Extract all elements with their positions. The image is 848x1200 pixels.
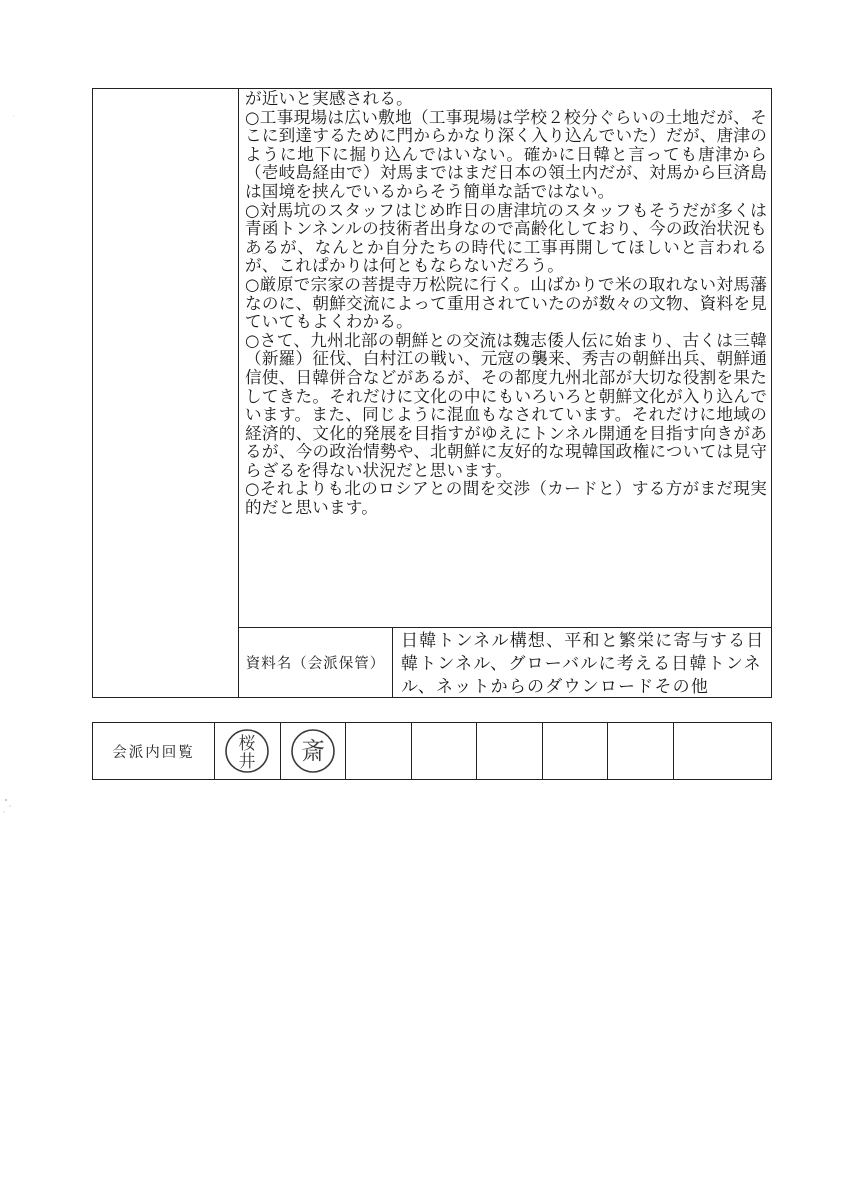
stamp-text: 井 (238, 752, 256, 772)
stamp-text: 桜 (238, 734, 256, 754)
report-left-column (93, 89, 239, 697)
report-paragraph: ○さて、九州北部の朝鮮との交流は魏志倭人伝に始まり、古くは三韓（新羅）征伐、白村江の戦い、元寇の襲来、秀吉の朝鮮出兵、朝鮮通信使、日韓併合などがあるが、その都度九州北部が大切な役割を果たしてきた。それだけに文化の中にもいろいろと朝鮮文化が入り込んでいます。また、同じように混血もなされています。それだけに地域の経済的、文化的発展を目指すがゆえにトンネル開通を目指す向きがあるが、今の政治情勢や、北朝鮮に友好的な現韓国政権については見守らざるを得ない状況だと思います。 (245, 330, 767, 480)
seal-stamp-icon (224, 728, 270, 774)
circulation-blank-cell (477, 723, 543, 779)
materials-value: 日韓トンネル構想、平和と繁栄に寄与する日韓トンネル、グローバルに考える日韓トンネル、ネットからのダウンロードその他 (401, 631, 765, 697)
circulation-blank-cell (674, 723, 772, 779)
circulation-label: 会派内回覧 (93, 723, 215, 779)
seal-stamp-icon (290, 728, 336, 774)
circulation-table (92, 722, 772, 780)
circulation-blank-cell (608, 723, 674, 779)
report-paragraph: ○対馬坑のスタッフはじめ昨日の唐津坑のスタッフもそうだが多くは青函トンネンルの技術者出身なので高齢化しており、今の政治状況もあるが、なんとか自分たちの時代に工事再開してほしいと言われるが、これぱかりは何ともならないだろう。 (245, 200, 767, 276)
report-paragraph: ○厳原で宗家の菩提寺万松院に行く。山ばかりで米の取れない対馬藩なのに、朝鮮交流によって重用されていたのが数々の文物、資料を見ていてもよくわかる。 (245, 274, 767, 332)
circulation-stamp-cell (281, 723, 347, 779)
materials-row (239, 627, 771, 697)
report-table (92, 88, 772, 698)
materials-label: 資料名（会派保管） (239, 628, 393, 697)
report-paragraph: が近いと実感される。 (245, 89, 413, 108)
circulation-stamp-cell (215, 723, 281, 779)
report-body (245, 90, 767, 518)
circulation-blank-cell (346, 723, 412, 779)
circulation-blank-cell (412, 723, 478, 779)
stamp-text: 斎 (300, 737, 325, 765)
report-paragraph: ○それよりも北のロシアとの間を交渉（カードと）する方がまだ現実的だと思います。 (245, 479, 767, 518)
report-paragraph: ○工事現場は広い敷地（工事現場は学校２校分ぐらいの土地だが、そこに到達するために門からかなり深く入り込んでいた）だが、唐津のように地下に掘り込んではいない。確かに日韓と言っても唐津から（壱岐島経由で）対馬まではまだ日本の領土内だが、対馬から巨済島は国境を挟んでいるからそう簡単な話ではない。 (245, 107, 767, 201)
circulation-blank-cell (543, 723, 609, 779)
